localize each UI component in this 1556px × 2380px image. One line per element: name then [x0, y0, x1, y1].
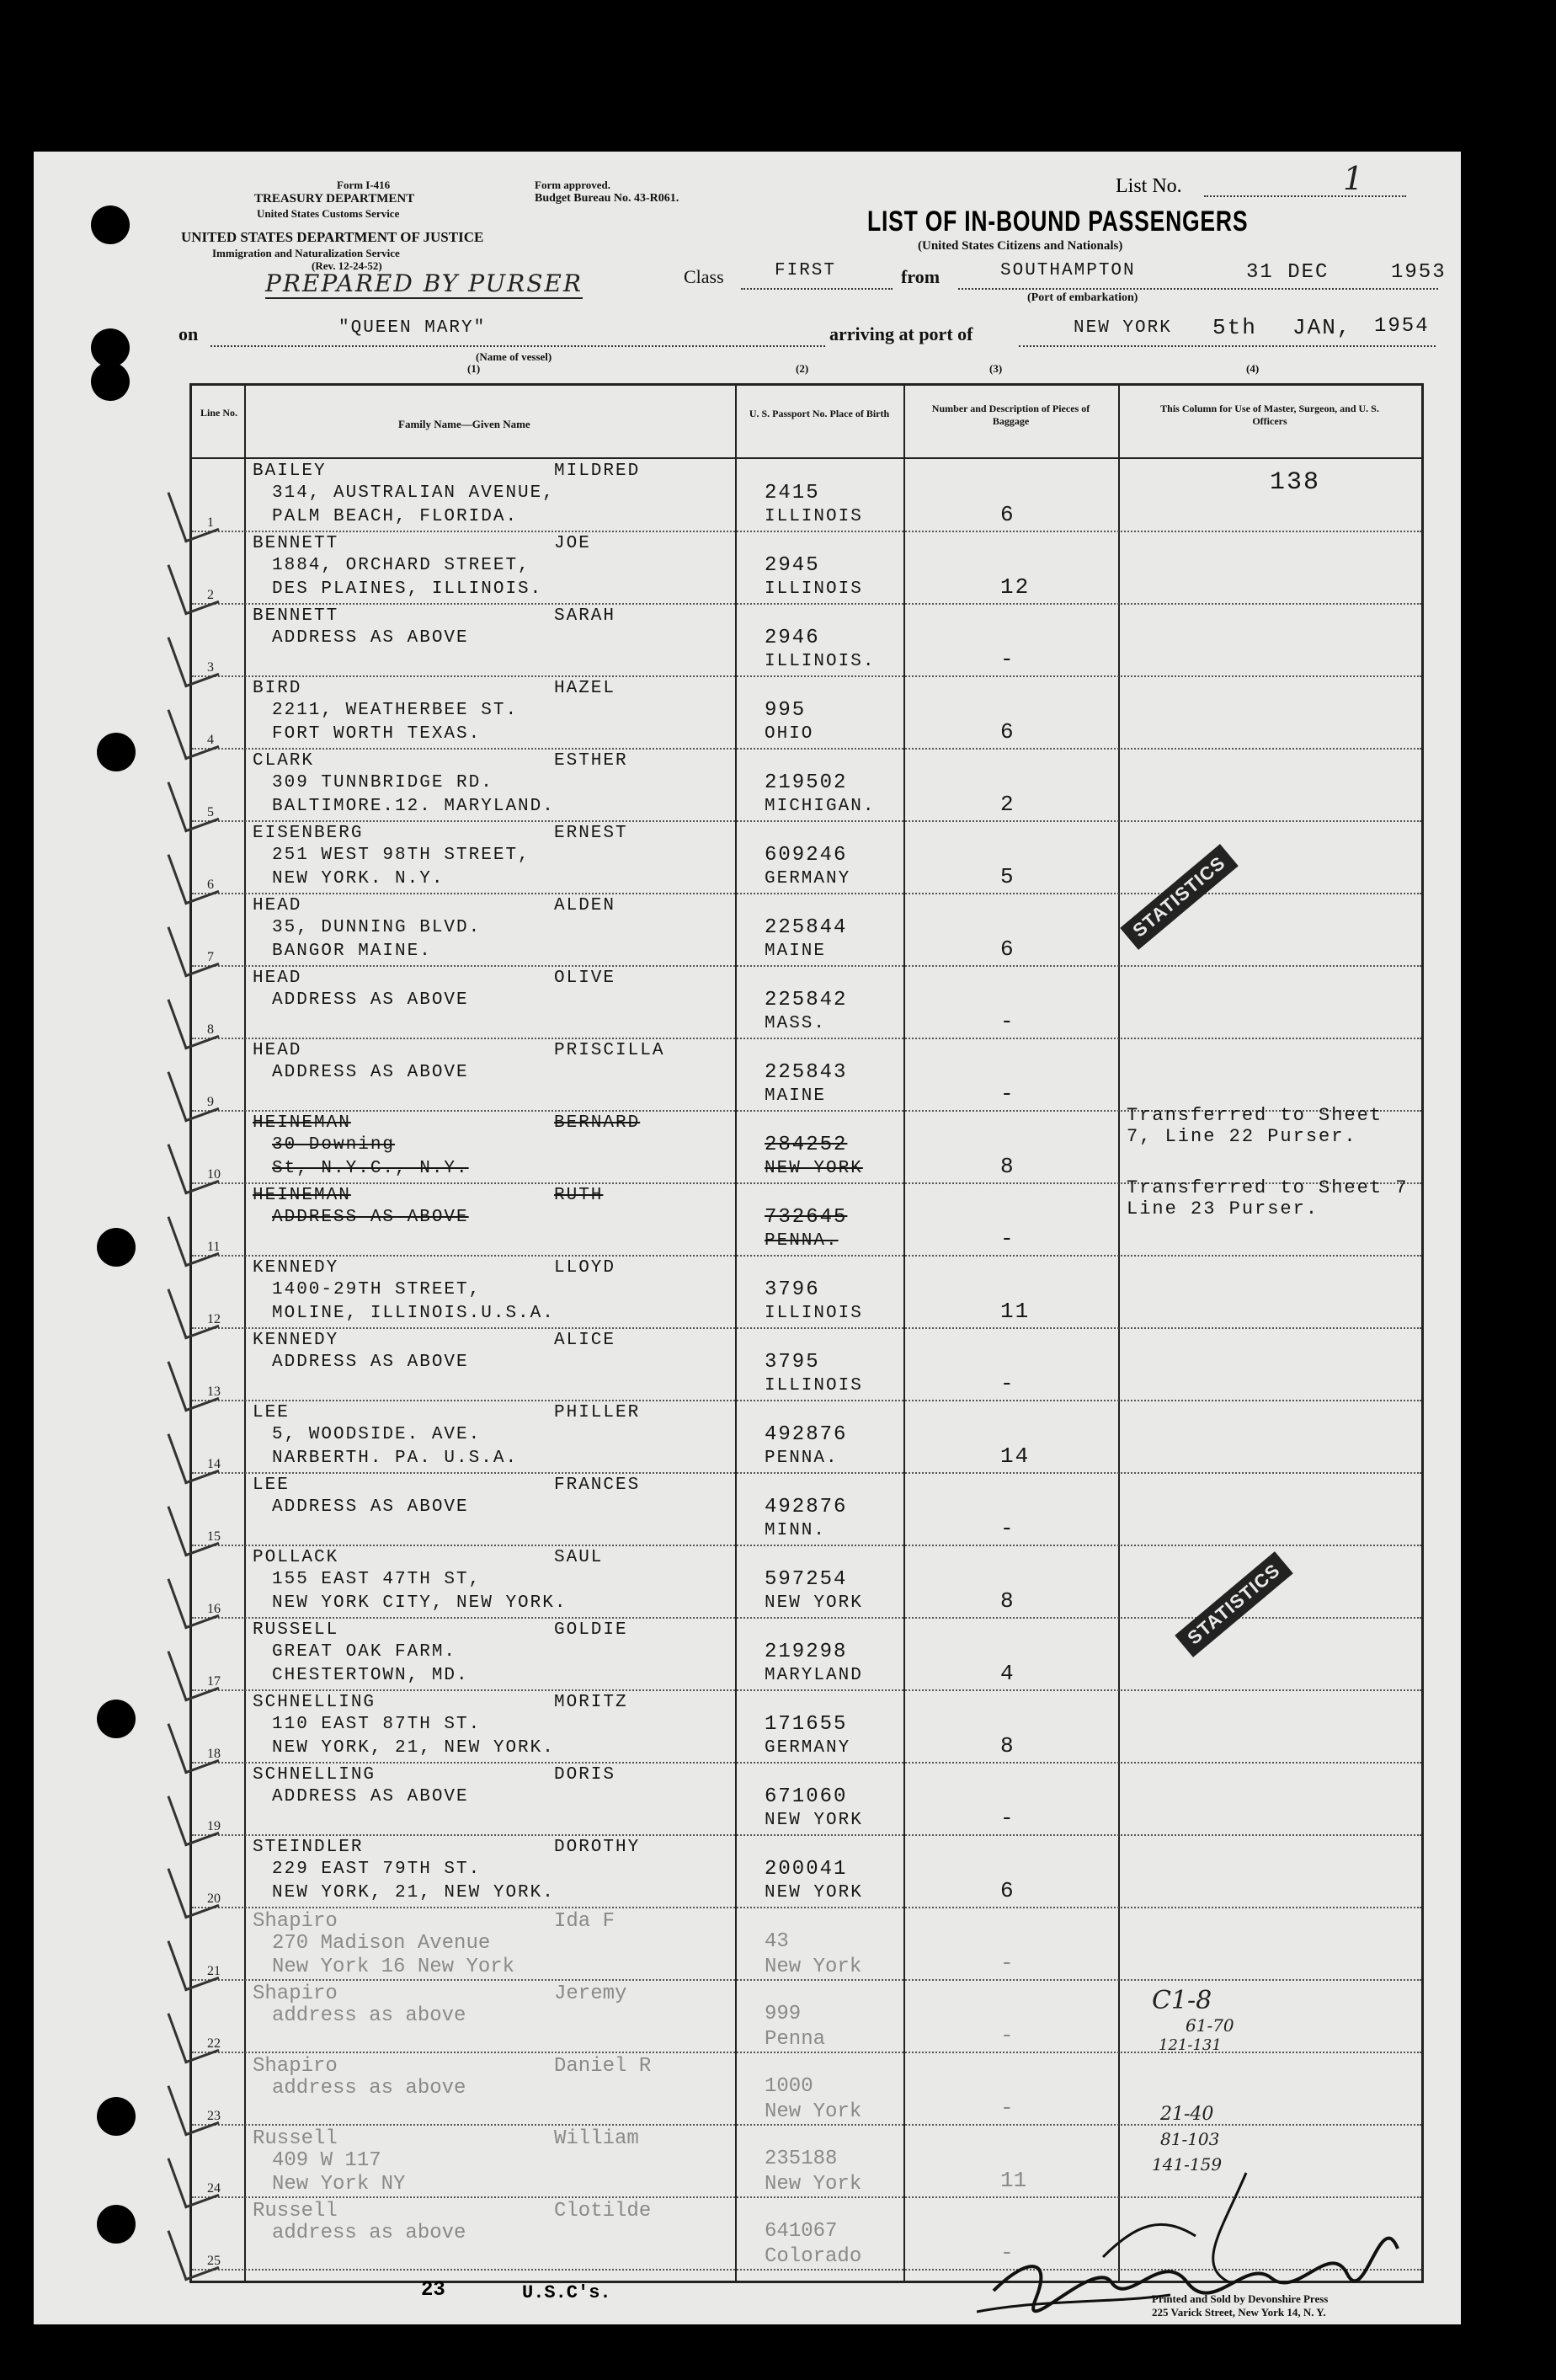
- given-name: ALDEN: [554, 896, 616, 915]
- table-row: [192, 1981, 1421, 2053]
- given-name: LLOYD: [554, 1258, 616, 1278]
- table-row: [192, 967, 1421, 1039]
- passport-number: 2945: [765, 554, 820, 577]
- baggage-count: -: [1000, 2240, 1014, 2265]
- place-of-birth: ILLINOIS: [765, 1376, 863, 1395]
- family-name: Shapiro: [253, 1910, 338, 1933]
- baggage-count: -: [1000, 2023, 1014, 2048]
- place-of-birth: NEW YORK: [765, 1593, 863, 1613]
- passport-number: 609246: [765, 844, 848, 867]
- col-header-passport: U. S. Passport No. Place of Birth: [749, 408, 890, 419]
- signature: [977, 2156, 1448, 2324]
- line-number: 6: [207, 878, 214, 892]
- place-of-birth: MICHIGAN.: [765, 797, 876, 816]
- arrival-line: [1019, 345, 1436, 347]
- prepared-by: PREPARED BY PURSER: [265, 269, 583, 297]
- given-name: Jeremy: [554, 1982, 627, 2005]
- officer-note: 138: [1270, 468, 1321, 497]
- baggage-count: 8: [1000, 1154, 1015, 1179]
- vessel-caption: (Name of vessel): [476, 350, 552, 363]
- table-row: [192, 894, 1421, 967]
- address-line-1: 1884, ORCHARD STREET,: [272, 556, 530, 575]
- treasury-dept: TREASURY DEPARTMENT: [254, 192, 415, 205]
- place-of-birth: Penna: [765, 2028, 826, 2051]
- line-number: 21: [207, 1964, 221, 1978]
- address-line-2: NEW YORK, 21, NEW YORK.: [272, 1883, 555, 1902]
- given-name: MORITZ: [554, 1693, 628, 1712]
- passport-number: 219502: [765, 771, 848, 794]
- arriving-label: arriving at port of: [829, 323, 973, 344]
- line-number: 19: [207, 1819, 221, 1833]
- line-number: 13: [207, 1385, 221, 1399]
- revision: (Rev. 12-24-52): [312, 259, 382, 272]
- address-line-1: address as above: [272, 2222, 466, 2244]
- passport-number: 171655: [765, 1713, 848, 1736]
- col-num-4: (4): [1246, 362, 1260, 375]
- budget-bureau: Budget Bureau No. 43-R061.: [535, 192, 679, 205]
- passport-number: 43: [765, 1930, 789, 1953]
- table-row: [192, 822, 1421, 894]
- family-name: BAILEY: [253, 462, 327, 481]
- address-line-1: ADDRESS AS ABOVE: [272, 1063, 469, 1082]
- class-label: Class: [684, 266, 724, 287]
- table-row: [192, 1764, 1421, 1836]
- place-of-birth: ILLINOIS: [765, 1304, 863, 1323]
- given-name: PRISCILLA: [554, 1041, 665, 1060]
- passport-number: 995: [765, 699, 807, 722]
- address-line-1: GREAT OAK FARM.: [272, 1642, 457, 1662]
- address-line-1: ADDRESS AS ABOVE: [272, 990, 469, 1010]
- address-line-2: MOLINE, ILLINOIS.U.S.A.: [272, 1304, 555, 1323]
- given-name: PHILLER: [554, 1403, 641, 1422]
- place-of-birth: GERMANY: [765, 869, 851, 888]
- line-number: 11: [207, 1240, 221, 1254]
- from-date: 31 DEC: [1246, 261, 1330, 284]
- line-number: 2: [207, 588, 214, 602]
- given-name: ERNEST: [554, 824, 628, 843]
- arrival-year: 1954: [1374, 315, 1430, 338]
- address-line-1: 314, AUSTRALIAN AVENUE,: [272, 483, 555, 503]
- address-line-1: ADDRESS AS ABOVE: [272, 1497, 469, 1517]
- address-line-1: ADDRESS AS ABOVE: [272, 628, 469, 648]
- given-name: GOLDIE: [554, 1620, 628, 1640]
- line-number: 24: [207, 2181, 221, 2196]
- baggage-count: -: [1000, 647, 1015, 672]
- passport-number: 225843: [765, 1061, 848, 1084]
- given-name: DORIS: [554, 1765, 616, 1785]
- given-name: ESTHER: [554, 751, 628, 771]
- table-row: [192, 1257, 1421, 1329]
- family-name: STEINDLER: [253, 1838, 364, 1857]
- family-name: Russell: [253, 2127, 338, 2150]
- family-name: LEE: [253, 1475, 290, 1495]
- punch-hole: [97, 1700, 136, 1738]
- line-number: 1: [207, 515, 214, 530]
- col-header-officers: This Column for Use of Master, Surgeon, and U. S. Officers: [1160, 403, 1379, 427]
- line-number: 12: [207, 1312, 221, 1326]
- officer-note: Transferred to Sheet 7 Line 23 Purser.: [1127, 1177, 1409, 1219]
- on-label: on: [179, 323, 199, 344]
- annotation: 121-131: [1159, 2036, 1222, 2054]
- baggage-count: -: [1000, 1009, 1015, 1034]
- place-of-birth: ILLINOIS: [765, 507, 863, 526]
- address-line-1: ADDRESS AS ABOVE: [272, 1208, 469, 1227]
- arrival-month: JAN,: [1292, 315, 1352, 340]
- family-name: HEAD: [253, 969, 302, 988]
- passport-number: 2946: [765, 627, 820, 649]
- place-of-birth: New York: [765, 2173, 862, 2196]
- place-of-birth: GERMANY: [765, 1738, 851, 1758]
- table-row: [192, 1619, 1421, 1691]
- line-number: 5: [207, 805, 214, 819]
- family-name: RUSSELL: [253, 1620, 339, 1640]
- baggage-count: -: [1000, 1516, 1015, 1541]
- address-line-1: 35, DUNNING BLVD.: [272, 918, 482, 937]
- passport-number: 999: [765, 2003, 802, 2025]
- printer-line-1: Printed and Sold by Devonshire Press: [1152, 2292, 1329, 2305]
- passport-number: 235188: [765, 2148, 838, 2170]
- vessel-name: "QUEEN MARY": [338, 318, 487, 338]
- col-num-2: (2): [796, 362, 809, 375]
- family-name: SCHNELLING: [253, 1693, 376, 1712]
- place-of-birth: New York: [765, 1956, 862, 1978]
- place-of-birth: NEW YORK: [765, 1159, 863, 1178]
- line-number: 15: [207, 1529, 221, 1544]
- family-name: BIRD: [253, 679, 302, 698]
- from-label: from: [901, 266, 941, 287]
- baggage-count: -: [1000, 1226, 1015, 1251]
- line-number: 18: [207, 1747, 221, 1761]
- family-name: HEINEMAN: [253, 1186, 351, 1205]
- baggage-count: -: [1000, 1806, 1015, 1831]
- baggage-count: 14: [1000, 1443, 1031, 1469]
- passport-number: 3795: [765, 1351, 820, 1374]
- customs-service: United States Customs Service: [257, 207, 400, 220]
- baggage-count: 11: [1000, 1299, 1031, 1324]
- baggage-count: 4: [1000, 1661, 1015, 1686]
- family-name: LEE: [253, 1403, 290, 1422]
- line-number: 3: [207, 660, 214, 675]
- line-number: 17: [207, 1674, 221, 1689]
- address-line-1: 309 TUNNBRIDGE RD.: [272, 773, 493, 792]
- printer-line-2: 225 Varick Street, New York 14, N. Y.: [1152, 2306, 1326, 2319]
- family-name: KENNEDY: [253, 1331, 339, 1350]
- place-of-birth: New York: [765, 2100, 862, 2123]
- place-of-birth: MAINE: [765, 1086, 827, 1106]
- address-line-1: 409 W 117: [272, 2149, 381, 2172]
- family-name: EISENBERG: [253, 824, 364, 843]
- col-header-baggage: Number and Description of Pieces of Baggage: [931, 403, 1090, 427]
- list-no-value: 1: [1343, 160, 1364, 197]
- punch-hole: [91, 362, 130, 401]
- passport-number: 641067: [765, 2220, 838, 2243]
- given-name: JOE: [554, 534, 591, 553]
- passport-number: 1000: [765, 2075, 813, 2098]
- address-line-2: NEW YORK. N.Y.: [272, 869, 445, 888]
- given-name: DOROTHY: [554, 1838, 641, 1857]
- vessel-line: [210, 345, 825, 347]
- table-row: [192, 605, 1421, 677]
- from-port: SOUTHAMPTON: [1000, 261, 1136, 280]
- arrival-day: 5th: [1212, 315, 1257, 340]
- from-line: [958, 288, 1438, 290]
- given-name: HAZEL: [554, 679, 616, 698]
- passport-number: 225844: [765, 916, 848, 939]
- place-of-birth: MINN.: [765, 1521, 827, 1540]
- annotation: 21-40: [1160, 2104, 1214, 2125]
- table-row: [192, 1105, 1421, 1184]
- punch-hole: [97, 2205, 136, 2244]
- address-line-1: 5, WOODSIDE. AVE.: [272, 1425, 482, 1444]
- form-subtitle: (United States Citizens and Nationals): [918, 239, 1123, 253]
- place-of-birth: NEW YORK: [765, 1811, 863, 1830]
- place-of-birth: MAINE: [765, 942, 827, 961]
- place-of-birth: ILLINOIS: [765, 579, 863, 599]
- arrival-port: NEW YORK: [1074, 318, 1172, 338]
- line-number: 8: [207, 1022, 214, 1037]
- address-line-2: NARBERTH. PA. U.S.A.: [272, 1449, 519, 1468]
- list-no-line: [1204, 195, 1406, 197]
- annotation: 61-70: [1186, 2015, 1234, 2036]
- line-number: 7: [207, 950, 214, 964]
- annotation: C1-8: [1152, 1986, 1212, 2015]
- col-header-line: Line No.: [200, 407, 237, 419]
- baggage-count: -: [1000, 1081, 1015, 1107]
- header-rule: [192, 457, 1421, 459]
- place-of-birth: MASS.: [765, 1014, 827, 1033]
- passenger-table: [189, 383, 1424, 2283]
- family-name: BENNETT: [253, 606, 339, 626]
- family-name: BENNETT: [253, 534, 339, 553]
- baggage-count: 8: [1000, 1588, 1015, 1614]
- address-line-1: 1400-29TH STREET,: [272, 1280, 482, 1299]
- family-name: Shapiro: [253, 2055, 338, 2078]
- baggage-count: 12: [1000, 574, 1031, 600]
- address-line-1: 30 Downing: [272, 1135, 396, 1155]
- ins-service: Immigration and Naturalization Service: [212, 247, 400, 259]
- given-name: Daniel R: [554, 2055, 652, 2078]
- table-row: [192, 1177, 1421, 1257]
- place-of-birth: OHIO: [765, 724, 814, 744]
- col-header-name: Family Name—Given Name: [398, 418, 530, 430]
- address-line-1: address as above: [272, 2004, 466, 2027]
- family-name: POLLACK: [253, 1548, 339, 1567]
- baggage-count: 11: [1000, 2168, 1027, 2193]
- given-name: OLIVE: [554, 969, 616, 988]
- place-of-birth: ILLINOIS.: [765, 652, 876, 671]
- given-name: Ida F: [554, 1910, 615, 1933]
- address-line-2: BALTIMORE.12. MARYLAND.: [272, 797, 555, 816]
- table-row: [192, 460, 1421, 532]
- baggage-count: -: [1000, 2095, 1014, 2121]
- passport-number: 284252: [765, 1134, 848, 1156]
- baggage-count: -: [1000, 1371, 1015, 1396]
- baggage-count: 6: [1000, 719, 1015, 744]
- annotation: 81-103: [1160, 2129, 1220, 2149]
- line-number: 20: [207, 1892, 221, 1906]
- address-line-2: New York NY: [272, 2173, 406, 2196]
- line-number: 25: [207, 2254, 221, 2268]
- list-no-label: List No.: [1116, 175, 1182, 197]
- given-name: ALICE: [554, 1331, 616, 1350]
- baggage-count: 6: [1000, 1878, 1015, 1903]
- address-line-2: FORT WORTH TEXAS.: [272, 724, 482, 744]
- table-row: [192, 1329, 1421, 1401]
- address-line-2: NEW YORK, 21, NEW YORK.: [272, 1738, 555, 1758]
- form-approved: Form approved.: [535, 179, 611, 191]
- passport-number: 200041: [765, 1858, 848, 1881]
- given-name: RUTH: [554, 1186, 604, 1205]
- family-name: Russell: [253, 2200, 338, 2223]
- family-name: Shapiro: [253, 1982, 338, 2005]
- family-name: HEAD: [253, 1041, 302, 1060]
- port-embark-caption: (Port of embarkation): [1027, 291, 1138, 304]
- address-line-2: NEW YORK CITY, NEW YORK.: [272, 1593, 568, 1613]
- passport-number: 671060: [765, 1785, 848, 1808]
- punch-hole: [97, 1228, 136, 1267]
- address-line-1: address as above: [272, 2077, 466, 2100]
- passport-number: 492876: [765, 1496, 848, 1518]
- address-line-2: CHESTERTOWN, MD.: [272, 1666, 469, 1685]
- col-num-3: (3): [989, 362, 1003, 375]
- punch-hole: [91, 205, 130, 244]
- form-number: Form I-416: [337, 179, 391, 191]
- family-name: CLARK: [253, 751, 315, 771]
- footer-usc: U.S.C's.: [522, 2282, 611, 2303]
- given-name: BERNARD: [554, 1113, 641, 1133]
- given-name: William: [554, 2127, 639, 2150]
- table-row: [192, 1908, 1421, 1981]
- line-number: 22: [207, 2036, 221, 2051]
- address-line-2: St, N.Y.C., N.Y.: [272, 1159, 469, 1178]
- place-of-birth: PENNA.: [765, 1449, 839, 1468]
- baggage-count: -: [1000, 1950, 1014, 1976]
- passport-number: 492876: [765, 1423, 848, 1446]
- table-row: [192, 1474, 1421, 1546]
- given-name: SARAH: [554, 606, 616, 626]
- given-name: SAUL: [554, 1548, 604, 1567]
- address-line-2: New York 16 New York: [272, 1956, 515, 1978]
- line-number: 9: [207, 1095, 214, 1109]
- baggage-count: 6: [1000, 502, 1015, 527]
- passport-number: 2415: [765, 482, 820, 504]
- passport-number: 3796: [765, 1278, 820, 1301]
- table-row: [192, 750, 1421, 822]
- given-name: FRANCES: [554, 1475, 641, 1495]
- passport-number: 219298: [765, 1641, 848, 1663]
- baggage-count: 2: [1000, 792, 1015, 817]
- line-number: 16: [207, 1602, 221, 1616]
- passport-number: 597254: [765, 1568, 848, 1591]
- table-row: [192, 1401, 1421, 1474]
- place-of-birth: NEW YORK: [765, 1883, 863, 1902]
- line-number: 10: [207, 1167, 221, 1182]
- family-name: SCHNELLING: [253, 1765, 376, 1785]
- address-line-1: 110 EAST 87TH ST.: [272, 1715, 482, 1734]
- punch-hole: [97, 2097, 136, 2136]
- address-line-1: 251 WEST 98TH STREET,: [272, 846, 530, 865]
- line-number: 23: [207, 2109, 221, 2123]
- statistics-stamp: STATISTICS: [1175, 1551, 1293, 1657]
- line-number: 14: [207, 1457, 221, 1471]
- address-line-2: DES PLAINES, ILLINOIS.: [272, 579, 543, 599]
- officer-note: Transferred to Sheet 7, Line 22 Purser.: [1127, 1105, 1383, 1147]
- table-row: [192, 1039, 1421, 1112]
- class-line: [741, 288, 893, 290]
- table-row: [192, 677, 1421, 750]
- place-of-birth: Colorado: [765, 2245, 862, 2268]
- annotation: 141-159: [1152, 2154, 1223, 2175]
- table-row: [192, 2053, 1421, 2126]
- family-name: HEINEMAN: [253, 1113, 351, 1133]
- family-name: HEAD: [253, 896, 302, 915]
- table-row: [192, 1691, 1421, 1764]
- baggage-count: 6: [1000, 937, 1015, 962]
- punch-hole: [97, 733, 136, 771]
- address-line-1: ADDRESS AS ABOVE: [272, 1787, 469, 1806]
- address-line-1: 155 EAST 47TH ST,: [272, 1570, 482, 1589]
- form-title: LIST OF IN-BOUND PASSENGERS: [867, 205, 1249, 237]
- address-line-1: ADDRESS AS ABOVE: [272, 1353, 469, 1372]
- address-line-1: 2211, WEATHERBEE ST.: [272, 701, 519, 720]
- line-number: 4: [207, 733, 214, 747]
- footer-count: 23: [421, 2279, 445, 2302]
- col-num-1: (1): [467, 362, 481, 375]
- justice-dept: UNITED STATES DEPARTMENT OF JUSTICE: [181, 229, 484, 245]
- address-line-2: BANGOR MAINE.: [272, 942, 432, 961]
- statistics-stamp: STATISTICS: [1120, 844, 1239, 950]
- address-line-2: PALM BEACH, FLORIDA.: [272, 507, 519, 526]
- address-line-1: 229 EAST 79TH ST.: [272, 1860, 482, 1879]
- table-row: [192, 532, 1421, 605]
- baggage-count: 8: [1000, 1733, 1015, 1758]
- place-of-birth: MARYLAND: [765, 1666, 863, 1685]
- passport-number: 225842: [765, 989, 848, 1011]
- from-year: 1953: [1391, 261, 1447, 284]
- given-name: MILDRED: [554, 462, 641, 481]
- place-of-birth: PENNA.: [765, 1231, 839, 1251]
- passport-number: 732645: [765, 1206, 848, 1229]
- baggage-count: 5: [1000, 864, 1015, 889]
- class-value: FIRST: [775, 261, 837, 280]
- address-line-1: 270 Madison Avenue: [272, 1932, 491, 1955]
- given-name: Clotilde: [554, 2200, 652, 2223]
- family-name: KENNEDY: [253, 1258, 339, 1278]
- table-row: [192, 1836, 1421, 1908]
